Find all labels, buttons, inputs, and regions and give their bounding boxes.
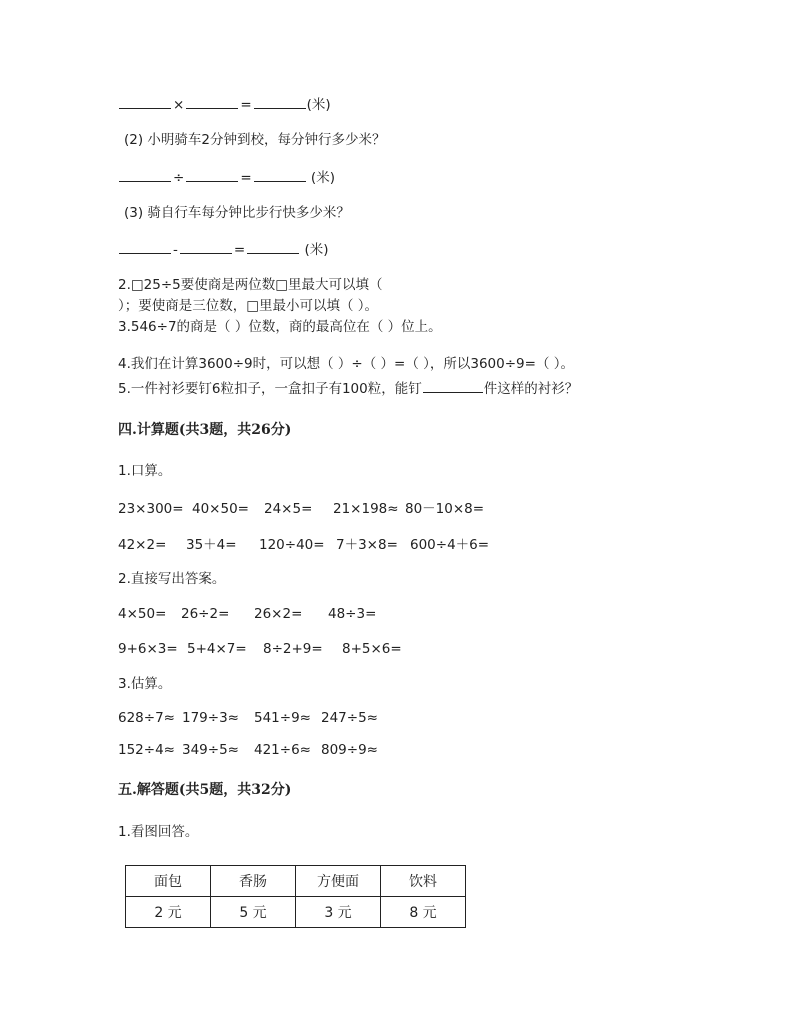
answer-blank[interactable] <box>423 379 483 393</box>
calc-item: 80－10×8= <box>405 501 485 517</box>
multiply-sign: × <box>173 97 185 113</box>
equals-sign: = <box>233 242 246 258</box>
calc-item: 9+6×3= <box>118 641 178 657</box>
section-4-q2-title: 2.直接写出答案。 <box>118 571 226 587</box>
calc-item: 7＋3×8= <box>336 537 398 553</box>
calc-item: 48÷3= <box>328 606 377 622</box>
calc-item: 541÷9≈ <box>254 710 311 726</box>
equals-sign: = <box>240 170 252 186</box>
section-4-q3-title: 3.估算。 <box>118 676 172 692</box>
calc-item: 42×2= <box>118 537 167 553</box>
table-header-row <box>126 866 466 897</box>
calc-item: 35＋4= <box>186 537 237 553</box>
calc-item: 349÷5≈ <box>182 742 239 758</box>
table-cell: 3 元 <box>296 897 381 928</box>
fill-item-4: 4.我们在计算3600÷9时，可以想（ ）÷（ ）=（ ），所以3600÷9=（ ）。 <box>118 356 574 372</box>
unit-label: (米) <box>310 170 335 186</box>
calc-item: 809÷9≈ <box>321 742 378 758</box>
fill-item-2-line2: ）；要使商是三位数，□里最小可以填（ ）。 <box>118 298 379 314</box>
question-3-text: (3) 骑自行车每分钟比步行快多少米？ <box>124 205 350 221</box>
calc-item: 4×50= <box>118 606 167 622</box>
calc-item: 120÷40= <box>259 537 325 553</box>
table-cell: 2 元 <box>126 897 211 928</box>
fill-item-5 <box>118 379 578 398</box>
calc-item: 247÷5≈ <box>321 710 378 726</box>
calc-item: 24×5= <box>264 501 313 517</box>
unit-label: (米) <box>304 242 329 258</box>
calc-item: 8+5×6= <box>342 641 402 657</box>
answer-blank[interactable] <box>119 168 171 182</box>
section-5-q1-title: 1.看图回答。 <box>118 824 199 840</box>
equation-row-3 <box>118 240 329 259</box>
answer-blank[interactable] <box>186 95 238 109</box>
calc-item: 5+4×7= <box>187 641 247 657</box>
fill-item-3: 3.546÷7的商是（ ）位数，商的最高位在（ ）位上。 <box>118 319 442 335</box>
table-cell: 8 元 <box>381 897 466 928</box>
unit-label: (米) <box>306 97 331 113</box>
answer-blank[interactable] <box>254 168 306 182</box>
section-4-q1-title: 1.口算。 <box>118 463 172 479</box>
section-5-title: 五.解答题(共5题，共32分) <box>118 782 292 798</box>
calc-item: 628÷7≈ <box>118 710 175 726</box>
question-2-text: (2) 小明骑车2分钟到校，每分钟行多少米？ <box>124 132 386 148</box>
answer-blank[interactable] <box>180 240 232 254</box>
calc-item: 152÷4≈ <box>118 742 175 758</box>
answer-blank[interactable] <box>119 95 171 109</box>
fill-item-5-text-end: 件这样的衬衫？ <box>483 381 579 397</box>
equation-row-1 <box>118 95 331 114</box>
fill-item-2-line1: 2.□25÷5要使商是两位数□里最大可以填（ <box>118 277 383 293</box>
section-4-title: 四.计算题(共3题，共26分) <box>118 422 292 438</box>
table-header-cell: 面包 <box>126 866 211 897</box>
answer-blank[interactable] <box>247 240 299 254</box>
minus-sign: - <box>173 242 178 258</box>
answer-blank[interactable] <box>254 95 306 109</box>
calc-item: 40×50= <box>192 501 249 517</box>
price-table <box>125 865 466 928</box>
answer-blank[interactable] <box>186 168 238 182</box>
table-header-cell: 饮料 <box>381 866 466 897</box>
calc-item: 21×198≈ <box>333 501 399 517</box>
table-header-cell: 方便面 <box>296 866 381 897</box>
table-header-cell: 香肠 <box>211 866 296 897</box>
calc-item: 23×300= <box>118 501 184 517</box>
fill-item-5-text: 5.一件衬衫要钉6粒扣子，一盒扣子有100粒，能钉 <box>118 381 422 397</box>
table-cell: 5 元 <box>211 897 296 928</box>
calc-item: 421÷6≈ <box>254 742 311 758</box>
calc-item: 8÷2+9= <box>263 641 323 657</box>
table-row <box>126 897 466 928</box>
divide-sign: ÷ <box>173 170 185 186</box>
calc-item: 26×2= <box>254 606 303 622</box>
calc-item: 600÷4＋6= <box>410 537 490 553</box>
answer-blank[interactable] <box>119 240 171 254</box>
equals-sign: = <box>240 97 252 113</box>
calc-item: 26÷2= <box>181 606 230 622</box>
calc-item: 179÷3≈ <box>182 710 239 726</box>
equation-row-2 <box>118 168 335 187</box>
